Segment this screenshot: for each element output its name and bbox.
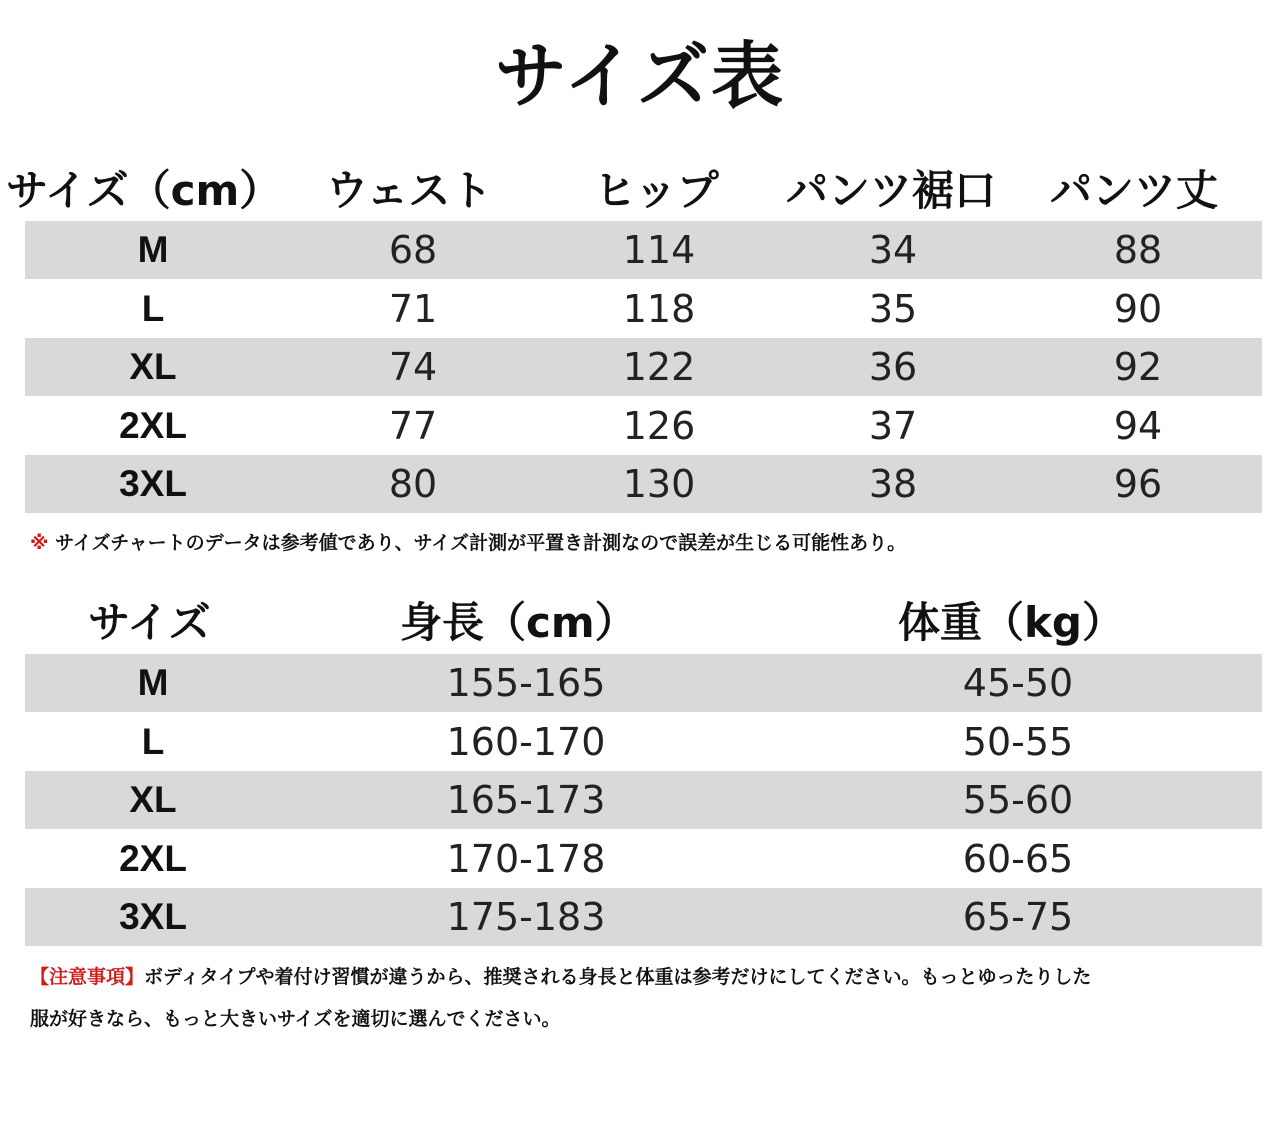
- cell-height: 175-183: [446, 895, 606, 940]
- size-chart-note: [30, 528, 906, 558]
- table-row: [25, 771, 1262, 829]
- cell-size: 2XL: [119, 837, 187, 879]
- cell-weight: 60-65: [962, 836, 1074, 881]
- cell-length: 92: [1113, 345, 1163, 390]
- table-row: [25, 654, 1262, 712]
- cell-size: 3XL: [119, 463, 187, 505]
- header-hip: ヒップ: [594, 166, 719, 215]
- note-mark: ※: [30, 532, 49, 554]
- cell-waist: 77: [388, 403, 438, 448]
- cell-hip: 130: [622, 462, 696, 507]
- notice-line-1: [30, 962, 1091, 992]
- cell-weight: 65-75: [962, 895, 1074, 940]
- cell-height: 160-170: [446, 719, 606, 764]
- cell-hip: 114: [622, 228, 696, 272]
- height-weight-table-header: [0, 592, 1280, 654]
- header-height: 身長（cm）: [400, 598, 637, 647]
- cell-size: 3XL: [119, 896, 187, 938]
- header-hem-width: パンツ裾口: [786, 166, 997, 215]
- table-row: [25, 338, 1262, 396]
- cell-waist: 71: [388, 286, 438, 331]
- cell-size: XL: [129, 346, 177, 388]
- cell-size: 2XL: [119, 404, 187, 446]
- header-weight: 体重（kg）: [898, 598, 1124, 647]
- cell-size: L: [141, 720, 165, 762]
- cell-size: M: [137, 662, 169, 703]
- size-table-header: [0, 160, 1280, 222]
- notice-line-2: 服が好きなら、もっと大きいサイズを適切に選んでください。: [30, 1008, 561, 1030]
- cell-waist: 80: [388, 462, 438, 507]
- cell-weight: 50-55: [962, 719, 1074, 764]
- page-title: サイズ表: [494, 34, 786, 118]
- cell-length: 90: [1113, 286, 1163, 331]
- notice-text-1: ボディタイプや着付け習慣が違うから、推奨される身長と体重は参考だけにしてください。もっとゆったりした: [144, 966, 1092, 988]
- cell-size: XL: [129, 779, 177, 821]
- cell-length: 94: [1113, 403, 1163, 448]
- table-row: [25, 888, 1262, 946]
- cell-waist: 68: [388, 228, 438, 272]
- table-row: [25, 713, 1262, 771]
- table-row: [25, 397, 1262, 455]
- cell-hip: 122: [622, 345, 696, 390]
- cell-length: 96: [1113, 462, 1163, 507]
- cell-height: 170-178: [446, 836, 606, 881]
- cell-hip: 126: [622, 403, 696, 448]
- table-row: [25, 221, 1262, 279]
- header-size-cm: サイズ（cm）: [6, 166, 282, 215]
- table-row: [25, 455, 1262, 513]
- header-size: サイズ: [88, 598, 211, 647]
- header-pants-length: パンツ丈: [1050, 166, 1219, 215]
- table-row: [25, 830, 1262, 888]
- table-row: [25, 280, 1262, 338]
- cell-length: 88: [1113, 228, 1163, 272]
- cell-hem: 34: [868, 228, 918, 272]
- notice-tag: 【注意事項】: [30, 966, 145, 988]
- cell-waist: 74: [388, 345, 438, 390]
- cell-hip: 118: [622, 286, 696, 331]
- cell-hem: 35: [868, 286, 918, 331]
- cell-height: 155-165: [446, 661, 606, 705]
- header-waist: ウェスト: [326, 166, 493, 215]
- cell-weight: 45-50: [962, 661, 1074, 705]
- cell-size: M: [137, 229, 169, 270]
- cell-height: 165-173: [446, 778, 606, 823]
- cell-hem: 36: [868, 345, 918, 390]
- cell-size: L: [141, 287, 165, 329]
- cell-weight: 55-60: [962, 778, 1074, 823]
- cell-hem: 38: [868, 462, 918, 507]
- cell-hem: 37: [868, 403, 918, 448]
- note-text: サイズチャートのデータは参考値であり、サイズ計測が平置き計測なので誤差が生じる可能性あり。: [55, 532, 907, 554]
